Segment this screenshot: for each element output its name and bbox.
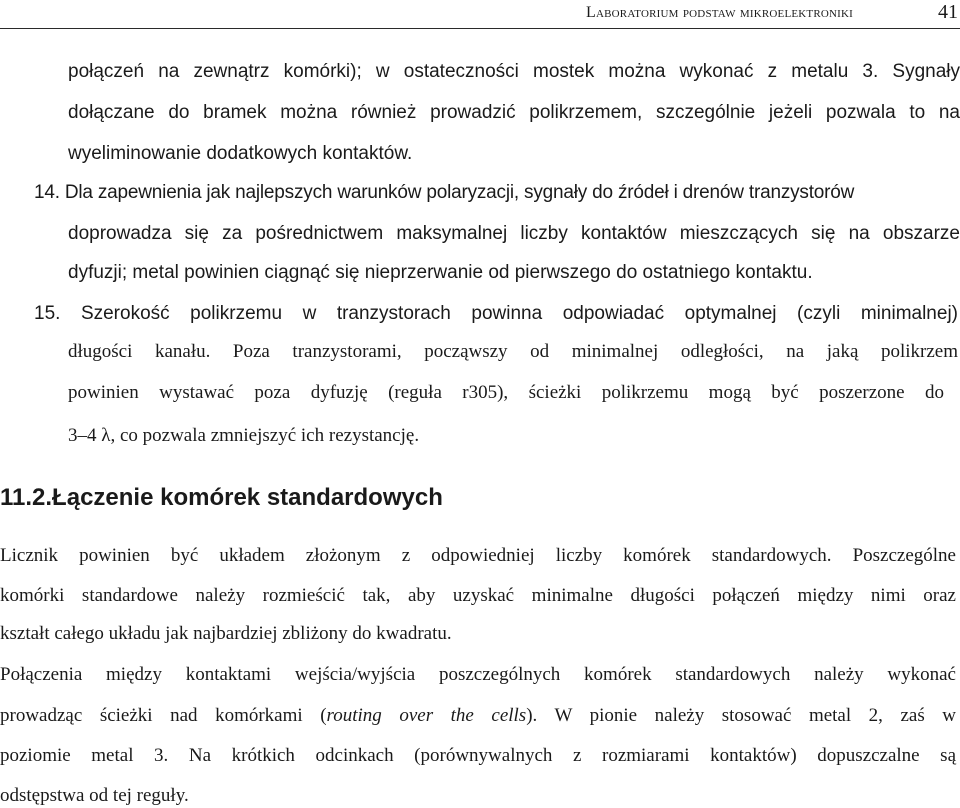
text-line: powinien wystawać poza dyfuzję (reguła r305), ścieżki polikrzemu mogą być poszerzone do bbox=[68, 382, 944, 403]
text-line: Połączenia między kontaktami wejścia/wyjścia poszczególnych komórek standardowych należy wykonać bbox=[0, 664, 956, 685]
text-line: dołączane do bramek można również prowadzić polikrzemem, szczególnie jeżeli pozwala to na bbox=[68, 102, 960, 123]
text-line: komórki standardowe należy rozmieścić tak, aby uzyskać minimalne długości połączeń między nimi oraz bbox=[0, 585, 956, 606]
text-line: poziomie metal 3. Na krótkich odcinkach (porównywalnych z rozmiarami kontaktów) dopuszczalne są bbox=[0, 745, 956, 766]
running-title: Laboratorium podstaw mikroelektroniki bbox=[586, 4, 854, 21]
text-line: doprowadza się za pośrednictwem maksymalnej liczby kontaktów mieszczących się na obszarze bbox=[68, 223, 960, 244]
text-segment: prowadząc ścieżki nad komórkami ( bbox=[0, 705, 327, 726]
list-item-15: 15. Szerokość polikrzemu w tranzystorach powinna odpowiadać optymalnej (czyli minimalnej) bbox=[34, 303, 958, 324]
page-number: 41 bbox=[938, 1, 958, 23]
italic-term: routing over the cells bbox=[326, 705, 527, 726]
section-heading: 11.2.Łączenie komórek standardowych bbox=[0, 484, 443, 511]
text-line: kształt całego układu jak najbardziej zbliżony do kwadratu. bbox=[0, 623, 452, 644]
text-segment: ). W pionie należy stosować metal 2, zaś w bbox=[526, 705, 956, 726]
header-rule bbox=[0, 28, 960, 29]
list-item-14: 14. Dla zapewnienia jak najlepszych warunków polaryzacji, sygnały do źródeł i drenów tranzystorów bbox=[34, 182, 855, 203]
text-line: dyfuzji; metal powinien ciągnąć się nieprzerwanie od pierwszego do ostatniego kontaktu. bbox=[68, 262, 813, 283]
text-line: 3–4 λ, co pozwala zmniejszyć ich rezystancję. bbox=[68, 425, 420, 446]
text-line: wyeliminowanie dodatkowych kontaktów. bbox=[68, 143, 413, 164]
text-line: połączeń na zewnątrz komórki); w ostateczności mostek można wykonać z metalu 3. Sygnały bbox=[68, 61, 960, 82]
text-line-mixed bbox=[0, 704, 956, 728]
text-line: odstępstwa od tej reguły. bbox=[0, 785, 189, 806]
page-header bbox=[0, 0, 960, 28]
text-line: Licznik powinien być układem złożonym z odpowiedniej liczby komórek standardowych. Poszczególne bbox=[0, 545, 956, 566]
text-line: długości kanału. Poza tranzystorami, począwszy od minimalnej odległości, na jaką polikrzem bbox=[68, 341, 958, 362]
